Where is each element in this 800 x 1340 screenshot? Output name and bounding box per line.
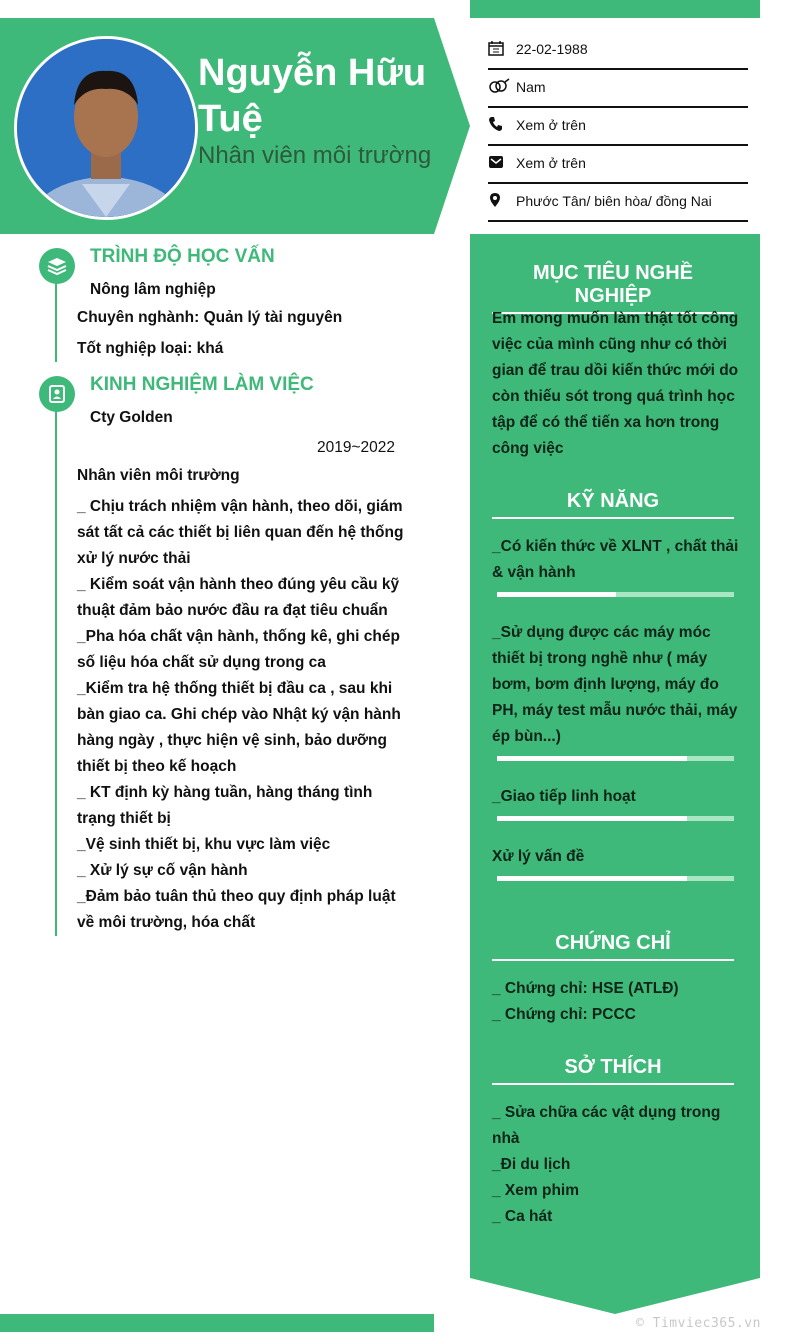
duty-line: _ Chịu trách nhiệm vận hành, theo dõi, giám [77,498,403,515]
avatar [14,36,198,220]
candidate-name: Nguyễn Hữu Tuệ [198,52,427,140]
education-grade: Tốt nghiệp loại: khá [77,340,224,357]
duty-line: _Vệ sinh thiết bị, khu vực làm việc [77,836,331,853]
skill-line: Xử lý vấn đề [492,848,585,865]
experience-duties [77,494,407,936]
duty-line: _Pha hóa chất vận hành, thống kê, ghi chép [77,628,400,645]
skill-bar-fill [497,876,687,881]
skill-bar-fill [497,816,687,821]
objective-title: MỤC TIÊU NGHỀ NGHIỆP [492,262,734,314]
contact-email [488,148,748,184]
experience-title: KINH NGHIỆM LÀM VIỆC [90,374,314,395]
avatar-photo [17,39,195,217]
skills-title: KỸ NĂNG [492,490,734,519]
skill-bar [497,876,734,881]
certificate-item: _ Chứng chỉ: PCCC [492,1006,636,1023]
education-title: TRÌNH ĐỘ HỌC VẤN [90,246,275,267]
experience-position: Nhân viên môi trường [77,467,240,484]
duty-line: trạng thiết bị [77,810,171,827]
duty-line: thuật đảm bảo nước đầu ra đạt tiêu chuẩn [77,602,388,619]
experience-timeline [55,392,57,936]
duty-line: _ Kiểm soát vận hành theo đúng yêu cầu kỹ [77,576,400,593]
education-section-icon [39,248,75,284]
email-text: Xem ở trên [516,155,586,171]
skill-item [492,620,742,750]
hobby-line: _ Ca hát [492,1208,553,1225]
skill-line: _Giao tiếp linh hoạt [492,788,636,805]
duty-line: _Đảm bảo tuân thủ theo quy định pháp luật [77,888,396,905]
education-major: Chuyên nghành: Quản lý tài nguyên [77,309,343,326]
hobbies-title: SỞ THÍCH [492,1056,734,1085]
certificates-list [492,976,742,1028]
skill-line: _Có kiến thức về XLNT , chất thải [492,538,739,555]
objective-line: còn thiếu sót trong quá trình học [492,388,735,405]
hobby-line: _ Sửa chữa các vật dụng trong [492,1104,721,1121]
duty-line: bàn giao ca. Ghi chép vào Nhật ký vận hành [77,706,401,723]
experience-section-icon [39,376,75,412]
certificates-title: CHỨNG CHỈ [492,932,734,961]
job-title: Nhân viên môi trường [198,142,432,169]
gender-icon [488,78,508,98]
hobby-line: nhà [492,1130,520,1147]
hobbies-list [492,1100,742,1230]
skill-item [492,784,742,810]
objective-line: việc của mình cũng như có thời [492,336,727,353]
phone-icon [488,116,508,136]
skill-line: & vận hành [492,564,576,581]
layers-icon [47,256,67,276]
objective-line: công việc [492,440,564,457]
duty-line: số liệu hóa chất sử dụng trong ca [77,654,326,671]
skill-item [492,844,742,870]
duty-line: _ Xử lý sự cố vận hành [77,862,248,879]
duty-line: _ KT định kỳ hàng tuần, hàng tháng tình [77,784,373,801]
skill-bar [497,756,734,761]
experience-period: 2019~2022 [317,439,396,456]
objective-line: tập để có thể tiến xa hơn trong [492,414,720,431]
skill-line: ép bùn...) [492,728,561,745]
skill-line: PH, máy test mẫu nước thải, máy [492,702,738,719]
skill-bar-fill [497,592,616,597]
hobby-line: _ Xem phim [492,1182,579,1199]
skill-line: thiết bị trong nghề như ( máy [492,650,708,667]
education-school: Nông lâm nghiệp [90,281,216,298]
bottom-accent-strip [0,1314,434,1332]
skill-bar-fill [497,756,687,761]
skill-bar [497,592,734,597]
top-accent-strip [470,0,760,18]
address-text: Phước Tân/ biên hòa/ đồng Nai [516,193,712,209]
contact-address [488,186,748,222]
duty-line: xử lý nước thải [77,550,191,567]
skill-item [492,534,742,586]
objective-text [492,306,742,462]
hobby-line: _Đi du lịch [492,1156,571,1173]
duty-line: về môi trường, hóa chất [77,914,256,931]
duty-line: sát tất cả các thiết bị liên quan đến hệ thống [77,524,404,541]
contact-gender [488,72,748,108]
experience-company: Cty Golden [90,409,173,426]
objective-line: gian để trau dồi kiến thức mới do [492,362,739,379]
skill-line: _Sử dụng được các máy móc [492,624,711,641]
phone-text: Xem ở trên [516,117,586,133]
duty-line: hàng ngày , thực hiện vệ sinh, bảo dưỡng [77,732,387,749]
duty-line: _Kiểm tra hệ thống thiết bị đầu ca , sau khi [77,680,393,697]
skill-bar [497,816,734,821]
location-icon [488,192,508,212]
certificate-item: _ Chứng chỉ: HSE (ATLĐ) [492,980,679,997]
calendar-icon [488,40,508,60]
contact-phone [488,110,748,146]
contact-birthdate [488,34,748,70]
duty-line: thiết bị theo kế hoạch [77,758,237,775]
objective-line: Em mong muốn làm thật tốt công [492,310,739,327]
skill-line: bơm, bơm định lượng, máy đo [492,676,719,693]
watermark: © Timviec365.vn [636,1316,761,1331]
birthdate-text: 22-02-1988 [516,41,588,57]
gender-text: Nam [516,79,546,95]
id-card-icon [48,384,66,404]
email-icon [488,154,508,174]
